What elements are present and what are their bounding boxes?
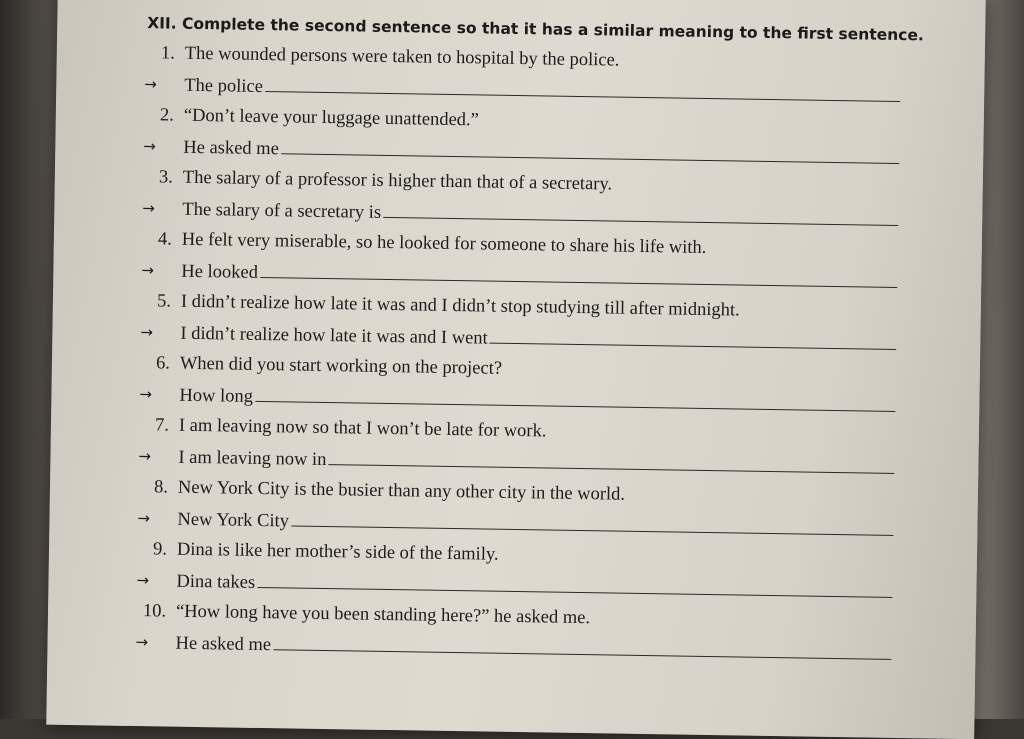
exercise-item [131,596,912,670]
original-sentence: When did you start working on the project? [179,353,503,379]
item-number: 9. [152,539,168,560]
original-sentence: “How long have you been standing here?” he asked me. [175,601,591,629]
item-number: 1. [160,43,175,64]
item-number: 8. [153,477,169,498]
answer-prompt: How long [179,385,254,407]
arrow-icon: → [138,447,152,466]
item-number: 6. [155,353,171,374]
answer-prompt: I didn’t realize how late it was and I went [180,323,488,349]
arrow-icon: → [141,261,155,280]
arrow-icon: → [135,633,149,652]
original-sentence: “Don’t leave your luggage unattended.” [183,105,479,131]
answer-prompt: New York City [177,509,290,532]
arrow-icon: → [142,199,156,218]
original-sentence: The salary of a professor is higher than that of a secretary. [182,167,613,195]
answer-prompt: The salary of a secretary is [182,199,382,223]
original-sentence: I am leaving now so that I won’t be late for work. [178,415,547,442]
original-sentence: I didn’t realize how late it was and I didn’t stop studying till after midnight. [180,291,740,321]
item-number: 10. [142,601,167,622]
item-number: 7. [154,415,170,436]
arrow-icon: → [137,509,151,528]
item-number: 5. [156,291,172,312]
arrow-icon: → [144,75,158,94]
exercise-title: XII. Complete the second sentence so that it has a similar meaning to the first sentence. [147,14,924,45]
item-number: 2. [159,105,174,126]
worksheet-page [46,0,986,739]
arrow-icon: → [139,385,153,404]
original-sentence: The wounded persons were taken to hospital by the police. [184,43,620,71]
arrow-icon: → [143,137,157,156]
answer-prompt: The police [184,75,264,97]
original-sentence: New York City is the busier than any other city in the world. [177,477,626,505]
answer-prompt: He looked [181,261,259,283]
original-sentence: Dina is like her mother’s side of the family. [176,539,499,565]
answer-prompt: He asked me [183,137,280,160]
arrow-icon: → [136,571,150,590]
answer-prompt: He asked me [175,633,272,656]
original-sentence: He felt very miserable, so he looked for someone to share his life with. [181,229,707,258]
answer-prompt: Dina takes [176,571,256,593]
exercise-list [131,38,921,670]
item-number: 3. [158,167,174,188]
item-number: 4. [157,229,173,250]
answer-prompt: I am leaving now in [178,447,327,471]
arrow-icon: → [140,323,154,342]
